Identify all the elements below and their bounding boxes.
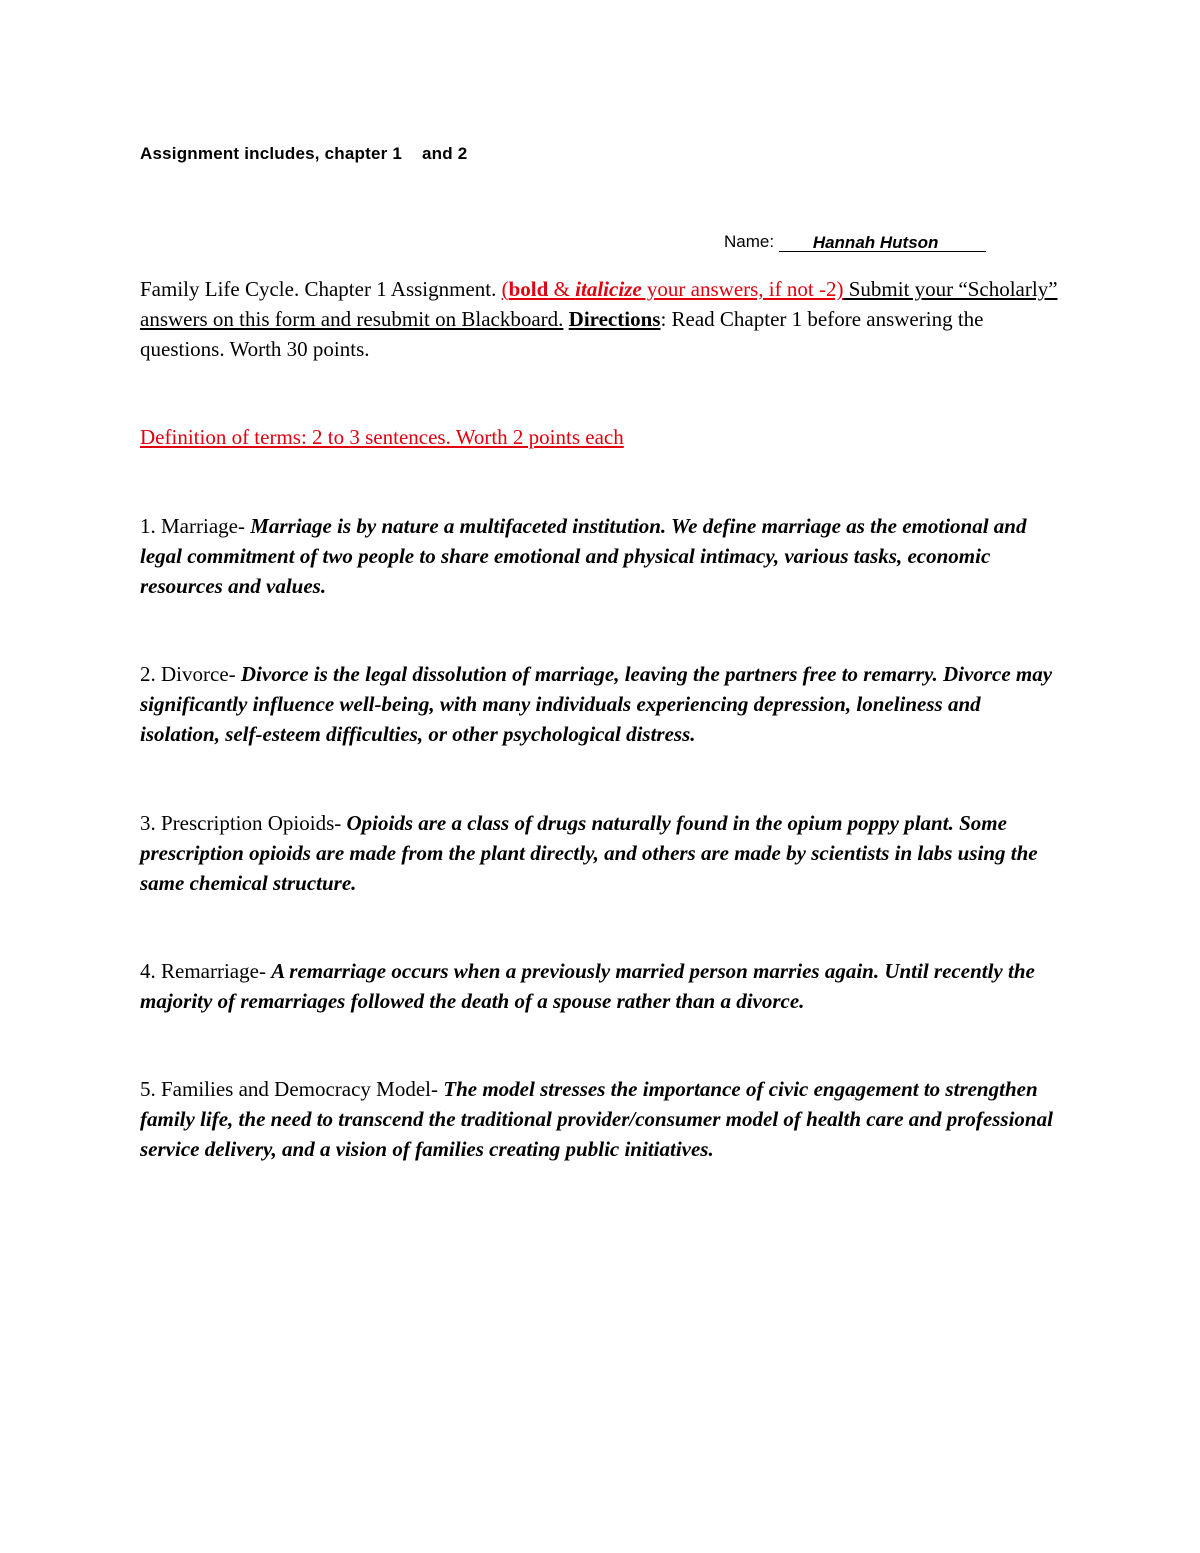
- term-answer: Opioids are a class of drugs naturally found in the opium poppy plant. Some prescription opioids are made from the plant directly, and others are made by scientists in labs using the same chemical structure.: [140, 811, 1038, 895]
- term-label: 3. Prescription Opioids-: [140, 811, 347, 835]
- term-answer: Divorce is the legal dissolution of marriage, leaving the partners free to remarry. Divorce may significantly influence well-being, with many individuals experiencing depression, loneliness and isolation, self-esteem difficulties, or other psychological distress.: [140, 662, 1053, 746]
- formatting-requirement: [502, 277, 844, 301]
- name-blank-left: [779, 233, 813, 252]
- assignment-instructions: [140, 274, 1060, 364]
- name-blank-right: [938, 233, 986, 252]
- student-name: Hannah Hutson: [812, 233, 939, 252]
- formatting-open-paren: (: [501, 277, 509, 301]
- name-line: [724, 232, 986, 252]
- assignment-header-part1: Assignment includes, chapter 1: [140, 144, 403, 163]
- definition-item-families-democracy-model: [140, 1074, 1060, 1164]
- definition-item-marriage: [140, 511, 1060, 601]
- term-label: 5. Families and Democracy Model-: [140, 1077, 444, 1101]
- term-label: 1. Marriage-: [140, 514, 251, 538]
- assignment-header-part2: and 2: [422, 144, 468, 163]
- term-answer: The model stresses the importance of civic engagement to strengthen family life, the need to transcend the traditional provider/consumer model of health care and professional service delivery, and a vision of families creating public initiatives.: [140, 1077, 1053, 1161]
- term-answer: A remarriage occurs when a previously married person marries again. Until recently the majority of remarriages followed the death of a spouse rather than a divorce.: [140, 959, 1035, 1013]
- formatting-bold-word: bold: [508, 277, 549, 301]
- term-answer: Marriage is by nature a multifaceted institution. We define marriage as the emotional and legal commitment of two people to share emotional and physical intimacy, various tasks, economic resources and values.: [140, 514, 1027, 598]
- intro-text: Family Life Cycle. Chapter 1 Assignment.: [140, 277, 502, 301]
- name-label: Name:: [724, 232, 775, 251]
- directions-text: : Read Chapter 1 before answering the questions. Worth 30 points.: [140, 307, 984, 361]
- definition-item-remarriage: [140, 956, 1060, 1016]
- formatting-italicize-word: italicize: [575, 277, 642, 301]
- term-label: 2. Divorce-: [140, 662, 241, 686]
- definition-item-prescription-opioids: [140, 808, 1060, 898]
- formatting-rest: your answers, if not -2): [641, 277, 844, 301]
- formatting-ampersand: &: [548, 277, 576, 301]
- definition-item-divorce: [140, 659, 1060, 749]
- definitions-heading: Definition of terms: 2 to 3 sentences. Worth 2 points each: [140, 425, 624, 449]
- submit-instruction: Submit your “Scholarly” answers on this form and resubmit on Blackboard.: [140, 277, 1058, 331]
- term-label: 4. Remarriage-: [140, 959, 272, 983]
- assignment-header: [140, 144, 467, 164]
- directions-label: Directions: [568, 307, 661, 331]
